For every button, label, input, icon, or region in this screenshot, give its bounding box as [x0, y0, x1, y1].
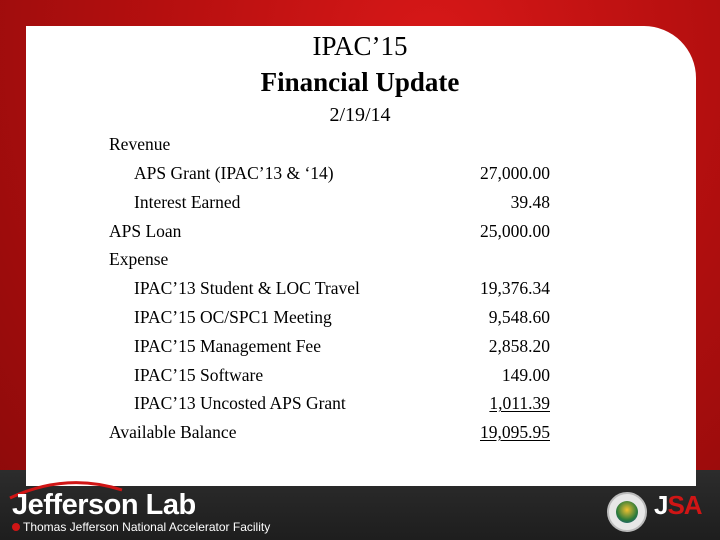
row-label: IPAC’15 OC/SPC1 Meeting — [134, 307, 332, 327]
row-label: IPAC’15 Management Fee — [134, 336, 321, 356]
row-student-loc-travel — [0, 275, 720, 301]
row-uncosted-aps-grant — [0, 390, 720, 416]
row-aps-loan — [0, 218, 720, 244]
row-amount: 149.00 — [501, 365, 550, 385]
row-amount: 19,095.95 — [480, 422, 550, 442]
section-expense — [0, 246, 720, 272]
row-label: APS Loan — [109, 221, 182, 241]
row-label: IPAC’15 Software — [134, 365, 264, 385]
slide-subtitle: Financial Update — [260, 67, 460, 97]
section-revenue — [0, 131, 720, 157]
row-amount: 19,376.34 — [480, 278, 550, 298]
row-label: IPAC’13 Uncosted APS Grant — [134, 393, 346, 413]
row-label: APS Grant (IPAC’13 & ‘14) — [134, 163, 334, 183]
red-dot-icon — [12, 523, 20, 531]
row-amount: 39.48 — [510, 192, 550, 212]
doe-seal-icon — [607, 492, 647, 532]
row-oc-spc1-meeting — [0, 304, 720, 330]
row-amount: 1,011.39 — [489, 393, 550, 413]
jsa-logo: JSA — [654, 490, 702, 520]
row-aps-grant — [0, 160, 720, 186]
logo-subtitle-text: Thomas Jefferson National Accelerator Facility — [23, 520, 271, 534]
row-available-balance — [0, 419, 720, 445]
slide-date: 2/19/14 — [329, 104, 391, 126]
row-amount: 25,000.00 — [480, 221, 550, 241]
row-software — [0, 362, 720, 388]
jefferson-lab-logo: Jefferson Lab — [12, 489, 196, 521]
row-label: IPAC’13 Student & LOC Travel — [134, 278, 360, 298]
slide-title: IPAC’15 — [312, 31, 408, 61]
row-amount: 9,548.60 — [488, 307, 550, 327]
logo-subtitle — [12, 520, 270, 534]
row-amount: 2,858.20 — [488, 336, 550, 356]
row-label: Interest Earned — [134, 192, 241, 212]
row-management-fee — [0, 333, 720, 359]
row-interest-earned — [0, 189, 720, 215]
row-label: Expense — [109, 249, 169, 269]
row-amount: 27,000.00 — [480, 163, 550, 183]
row-label: Revenue — [109, 134, 171, 154]
row-label: Available Balance — [109, 422, 237, 442]
